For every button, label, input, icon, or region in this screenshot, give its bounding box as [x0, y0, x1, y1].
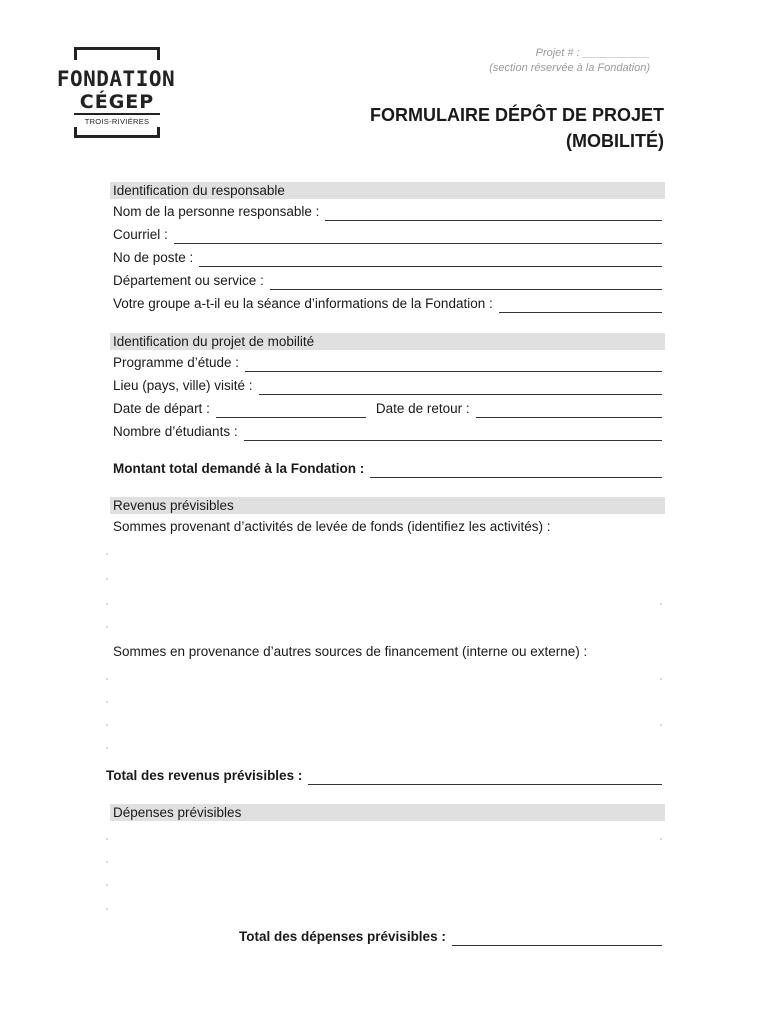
- return-label: Date de retour :: [375, 401, 470, 416]
- logo-bracket-top: [74, 47, 160, 60]
- session-label: Votre groupe a-t-il eu la séance d’informations de la Fondation :: [113, 296, 493, 311]
- students-row: [113, 423, 662, 441]
- name-field[interactable]: [325, 207, 662, 221]
- place-row: [113, 377, 662, 395]
- phone-label: No de poste :: [113, 250, 194, 265]
- logo-city: TROIS-RIVIÈRES: [84, 117, 150, 126]
- logo-bracket-bottom: [74, 127, 160, 138]
- place-label: Lieu (pays, ville) visité :: [113, 378, 253, 393]
- reserved-note: (section réservée à la Fondation): [489, 62, 650, 74]
- students-label: Nombre d’étudiants :: [113, 424, 238, 439]
- name-row: [113, 203, 662, 221]
- phone-field[interactable]: [199, 253, 662, 267]
- program-row: [113, 354, 662, 372]
- section-responsable: Identification du responsable: [110, 182, 665, 199]
- departure-field[interactable]: [216, 404, 366, 418]
- department-field[interactable]: [270, 276, 662, 290]
- total-depenses-row: [239, 928, 662, 946]
- place-field[interactable]: [259, 381, 662, 395]
- form-title: FORMULAIRE DÉPÔT DE PROJET: [369, 105, 664, 125]
- department-label: Département ou service :: [113, 273, 264, 288]
- logo-divider: [74, 113, 160, 115]
- logo-name: FONDATION: [56, 67, 176, 91]
- amount-row: [113, 460, 662, 478]
- fondation-logo: [56, 47, 176, 139]
- amount-field[interactable]: [370, 464, 662, 478]
- email-field[interactable]: [174, 230, 662, 244]
- dates-row: [113, 400, 662, 418]
- total-revenus-field[interactable]: [308, 771, 662, 785]
- departure-label: Date de départ :: [113, 401, 210, 416]
- return-field[interactable]: [476, 404, 662, 418]
- email-row: [113, 226, 662, 244]
- program-label: Programme d’étude :: [113, 355, 240, 370]
- program-field[interactable]: [245, 358, 662, 372]
- section-depenses: Dépenses prévisibles: [110, 804, 665, 821]
- fundraising-label: Sommes provenant d’activités de levée de fonds (identifiez les activités) :: [113, 519, 551, 534]
- total-depenses-field[interactable]: [452, 932, 662, 946]
- section-revenus: Revenus prévisibles: [110, 497, 665, 514]
- name-label: Nom de la personne responsable :: [113, 204, 320, 219]
- other-sources-label: Sommes en provenance d’autres sources de financement (interne ou externe) :: [113, 644, 588, 659]
- form-subtitle: (MOBILITÉ): [566, 131, 664, 151]
- logo-org: CÉGEP: [79, 91, 155, 113]
- email-label: Courriel :: [113, 227, 168, 242]
- session-row: [113, 295, 662, 313]
- session-field[interactable]: [499, 299, 662, 313]
- phone-row: [113, 249, 662, 267]
- department-row: [113, 272, 662, 290]
- students-field[interactable]: [244, 427, 662, 441]
- total-revenus-label: Total des revenus prévisibles :: [106, 768, 303, 783]
- amount-label: Montant total demandé à la Fondation :: [113, 461, 365, 476]
- section-projet: Identification du projet de mobilité: [110, 333, 665, 350]
- total-revenus-row: [106, 767, 662, 785]
- project-number-field[interactable]: Projet # : ___________: [535, 47, 650, 59]
- total-depenses-label: Total des dépenses prévisibles :: [239, 929, 446, 944]
